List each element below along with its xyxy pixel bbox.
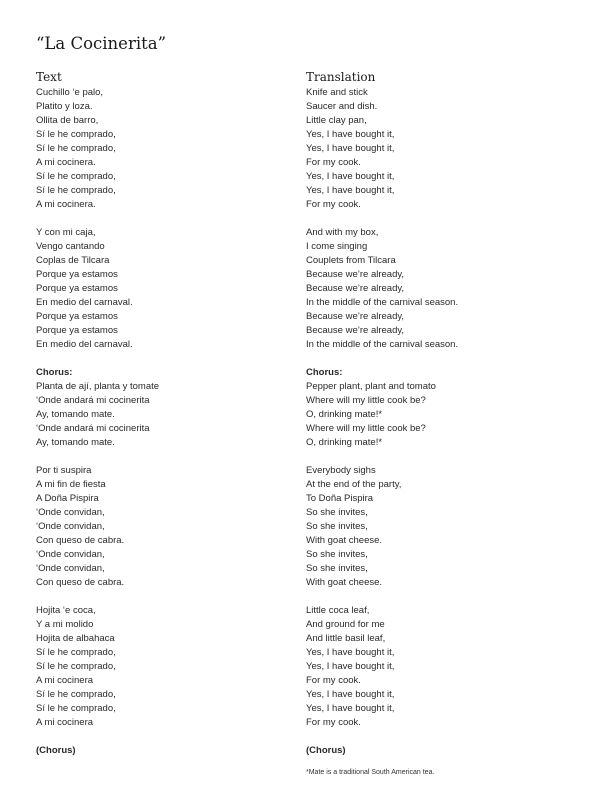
lyric-line: And ground for me — [306, 619, 385, 630]
lyric-line: Where will my little cook be? — [306, 395, 426, 406]
lyric-line: Little coca leaf, — [306, 605, 370, 616]
lyric-line: For my cook. — [306, 199, 361, 210]
lyric-line: Cuchillo ‘e palo, — [36, 87, 104, 98]
lyric-line: En medio del carnaval. — [36, 297, 133, 308]
lyric-line: Hojita de albahaca — [36, 633, 115, 644]
stanza — [306, 86, 586, 212]
stanza — [306, 604, 586, 730]
lyric-line: Sí le he comprado, — [36, 689, 116, 700]
lyric-line: ‘Onde convidan, — [36, 507, 105, 518]
lyric-line: For my cook. — [306, 717, 361, 728]
lyric-line: A Doña Pispira — [36, 493, 99, 504]
lyric-line: With goat cheese. — [306, 577, 383, 588]
lyric-line: Because we’re already, — [306, 283, 405, 294]
lyric-line: Platito y loza. — [36, 101, 93, 112]
lyric-line: Vengo cantando — [36, 241, 105, 252]
lyric-line: Yes, I have bought it, — [306, 661, 395, 672]
lyric-line: A mi cocinera. — [36, 199, 96, 210]
lyric-line: O, drinking mate!* — [306, 409, 383, 420]
stanza — [306, 464, 586, 590]
lyric-line: En medio del carnaval. — [36, 339, 133, 350]
stanza — [36, 366, 286, 450]
lyric-line: A mi cocinera — [36, 717, 94, 728]
translation-stanzas — [306, 86, 586, 758]
lyric-line: I come singing — [306, 241, 368, 252]
lyric-line: Con queso de cabra. — [36, 535, 125, 546]
lyric-line: Yes, I have bought it, — [306, 171, 395, 182]
lyric-line: Sí le he comprado, — [36, 129, 116, 140]
lyric-line: A mi fin de fiesta — [36, 479, 106, 490]
song-title: “La Cocinerita” — [36, 34, 167, 53]
footnote: *Mate is a traditional South American tea. — [306, 769, 435, 776]
lyric-line: Porque ya estamos — [36, 311, 118, 322]
lyric-line: Ay, tomando mate. — [36, 437, 115, 448]
lyric-line: And little basil leaf, — [306, 633, 386, 644]
lyric-line: For my cook. — [306, 157, 361, 168]
stanza — [306, 226, 586, 352]
stanza — [36, 226, 286, 352]
lyric-line: Because we’re already, — [306, 269, 405, 280]
lyric-line: Ollita de barro, — [36, 115, 99, 126]
lyric-line: So she invites, — [306, 563, 368, 574]
stanza-label: (Chorus) — [306, 745, 346, 756]
text-column-heading: Text — [36, 70, 62, 84]
lyric-line: ‘Onde convidan, — [36, 563, 105, 574]
lyric-line: Everybody sighs — [306, 465, 376, 476]
lyric-line: Y a mi molido — [36, 619, 94, 630]
lyric-line: Porque ya estamos — [36, 269, 118, 280]
stanza-label: (Chorus) — [36, 745, 76, 756]
lyric-line: Where will my little cook be? — [306, 423, 426, 434]
lyric-line: ‘Onde andará mi cocinerita — [36, 423, 150, 434]
stanza — [36, 86, 286, 212]
stanza — [306, 744, 586, 758]
lyric-line: ‘Onde andará mi cocinerita — [36, 395, 150, 406]
lyric-line: O, drinking mate!* — [306, 437, 383, 448]
lyric-line: Because we’re already, — [306, 311, 405, 322]
lyric-line: So she invites, — [306, 521, 368, 532]
lyric-line: Coplas de Tilcara — [36, 255, 110, 266]
lyric-line: Yes, I have bought it, — [306, 143, 395, 154]
lyric-line: And with my box, — [306, 227, 379, 238]
lyric-line: A mi cocinera. — [36, 157, 96, 168]
stanza — [306, 366, 586, 450]
lyric-line: Yes, I have bought it, — [306, 647, 395, 658]
lyric-line: Yes, I have bought it, — [306, 703, 395, 714]
stanza — [36, 464, 286, 590]
lyric-line: Sí le he comprado, — [36, 143, 116, 154]
lyric-line: Porque ya estamos — [36, 325, 118, 336]
lyric-line: Ay, tomando mate. — [36, 409, 115, 420]
lyric-line: So she invites, — [306, 507, 368, 518]
lyric-line: Pepper plant, plant and tomato — [306, 381, 436, 392]
stanza — [36, 604, 286, 730]
lyric-line: At the end of the party, — [306, 479, 402, 490]
translation-column-heading: Translation — [306, 70, 376, 84]
lyric-line: Sí le he comprado, — [36, 185, 116, 196]
lyric-line: Sí le he comprado, — [36, 171, 116, 182]
lyric-line: In the middle of the carnival season. — [306, 339, 459, 350]
stanza — [36, 744, 286, 758]
lyric-line: Yes, I have bought it, — [306, 689, 395, 700]
lyric-line: To Doña Pispira — [306, 493, 374, 504]
lyric-line: Knife and stick — [306, 87, 368, 98]
text-column — [36, 70, 286, 772]
lyric-line: Sí le he comprado, — [36, 661, 116, 672]
lyric-line: Planta de ají, planta y tomate — [36, 381, 160, 392]
lyric-line: Y con mi caja, — [36, 227, 96, 238]
lyric-line: Little clay pan, — [306, 115, 367, 126]
stanza-label: Chorus: — [36, 367, 73, 378]
stanza-label: Chorus: — [306, 367, 343, 378]
lyric-line: ‘Onde convidan, — [36, 549, 105, 560]
lyric-line: Por ti suspira — [36, 465, 92, 476]
lyric-line: ‘Onde convidan, — [36, 521, 105, 532]
lyric-line: Hojita ‘e coca, — [36, 605, 96, 616]
text-stanzas — [36, 86, 286, 758]
lyric-line: Because we’re already, — [306, 325, 405, 336]
lyric-line: Yes, I have bought it, — [306, 185, 395, 196]
lyric-line: Saucer and dish. — [306, 101, 378, 112]
lyric-line: Yes, I have bought it, — [306, 129, 395, 140]
lyric-line: So she invites, — [306, 549, 368, 560]
lyric-line: Sí le he comprado, — [36, 703, 116, 714]
lyric-line: A mi cocinera — [36, 675, 94, 686]
lyric-line: Con queso de cabra. — [36, 577, 125, 588]
lyric-line: With goat cheese. — [306, 535, 383, 546]
lyric-line: Couplets from Tilcara — [306, 255, 396, 266]
lyric-line: For my cook. — [306, 675, 361, 686]
lyric-line: In the middle of the carnival season. — [306, 297, 459, 308]
lyric-line: Sí le he comprado, — [36, 647, 116, 658]
translation-column — [306, 70, 586, 777]
lyric-line: Porque ya estamos — [36, 283, 118, 294]
